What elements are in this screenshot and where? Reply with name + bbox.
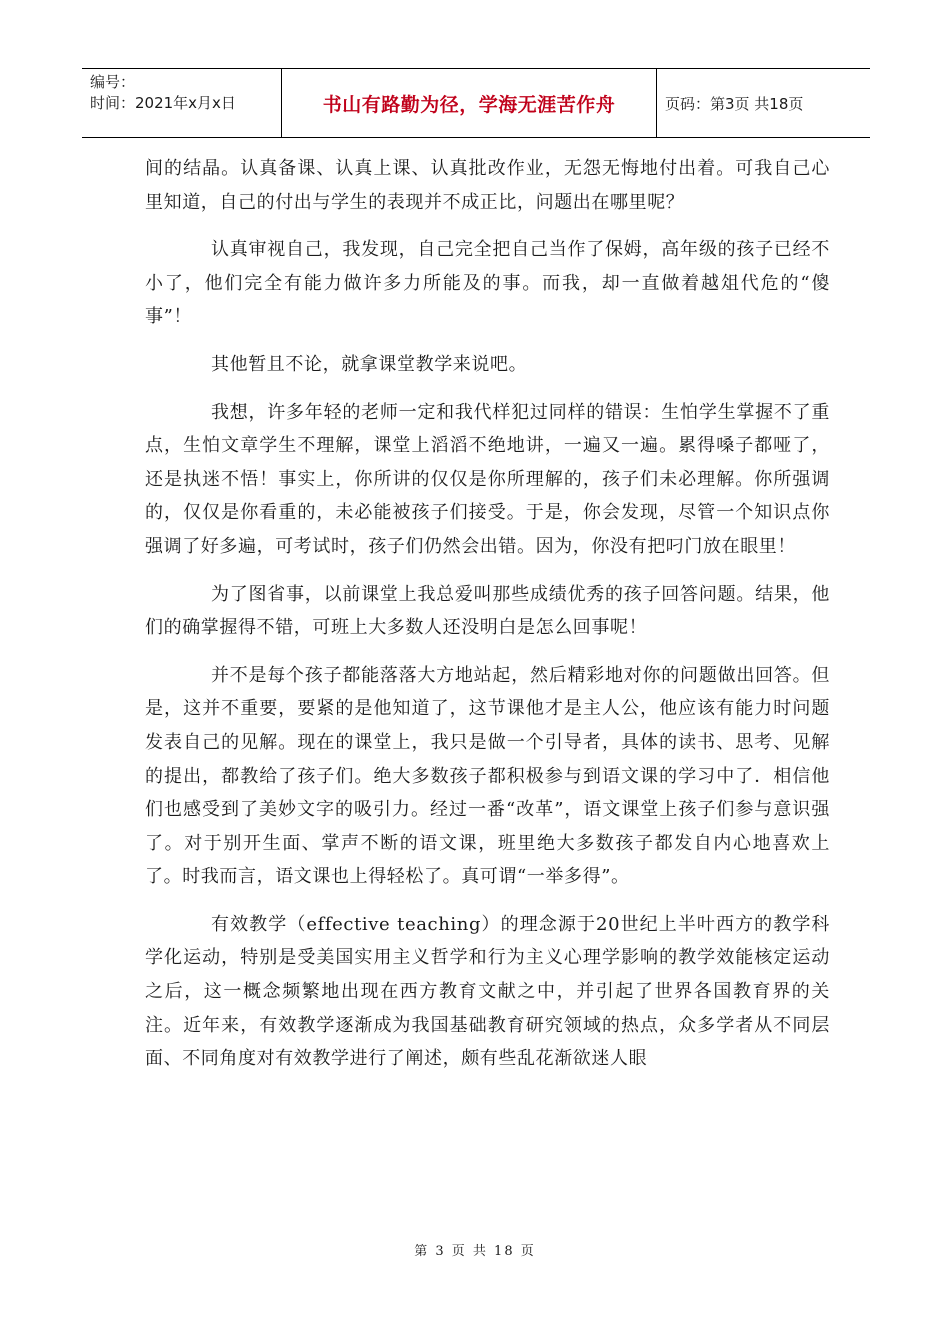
header-page-info: 页码：第3页 共18页 [665,94,804,113]
page-header [82,68,870,138]
paragraph-6: 并不是每个孩子都能落落大方地站起，然后精彩地对你的问题做出回答。但是，这并不重要，要紧的是他知道了，这节课他才是主人公，他应该有能力时问题发表自己的见解。现在的课堂上，我只是做一个引导者，具体的读书、思考、见解的提出，都教给了孩子们。绝大多数孩子都积极参与到语文课的学习中了．相信他们也感受到了美妙文字的吸引力。经过一番“改革”，语文课堂上孩子们参与意识强了。对于别开生面、掌声不断的语文课，班里绝大多数孩子都发自内心地喜欢上了。时我而言，语文课也上得轻松了。真可谓“一举多得”。 [145,664,830,888]
document-time-label: 时间：2021年x月x日 [90,94,236,112]
paragraph-2: 认真审视自己，我发现，自己完全把自己当作了保姆，高年级的孩子已经不小了，他们完全有能力做许多力所能及的事。而我，却一直做着越俎代危的“傻事”！ [145,239,830,328]
document-number-label: 编号： [90,73,136,91]
paragraph-1: 间的结晶。认真备课、认真上课、认真批改作业，无怨无悔地付出着。可我自己心里知道，自己的付出与学生的表现并不成正比，问题出在哪里呢？ [145,158,830,213]
document-body [145,152,830,1090]
header-motto: 书山有路勤为径，学海无涯苦作舟 [282,69,657,137]
header-meta [82,69,282,137]
paragraph-7: 有效教学（effective teaching）的理念源于20世纪上半叶西方的教学科学化运动，特别是受美国实用主义哲学和行为主义心理学影响的教学效能核定运动之后，这一概念频繁地出现在西方教育文献之中，并引起了世界各国教育界的关注。近年来，有效教学逐渐成为我国基础教育研究领域的热点，众多学者从不同层面、不同角度对有效教学进行了阐述，颇有些乱花渐欲迷人眼 [145,913,830,1070]
paragraph-3: 其他暂且不论，就拿课堂教学来说吧。 [211,353,528,375]
paragraph-4: 我想，许多年轻的老师一定和我代样犯过同样的错误：生怕学生掌握不了重点，生怕文章学生不理解，课堂上滔滔不绝地讲，一遍又一遍。累得嗓子都哑了，还是执迷不悟！事实上，你所讲的仅仅是你所理解的，孩子们未必理解。你所强调的，仅仅是你看重的，未必能被孩子们接受。于是，你会发现，尽管一个知识点你强调了好多遍，可考试时，孩子们仍然会出错。因为，你没有把叼门放在眼里！ [145,401,830,557]
paragraph-5: 为了图省事，以前课堂上我总爱叫那些成绩优秀的孩子回答问题。结果，他们的确掌握得不错，可班上大多数人还没明白是怎么回事呢！ [145,583,830,639]
page-footer: 第 3 页 共 18 页 [414,1244,536,1259]
